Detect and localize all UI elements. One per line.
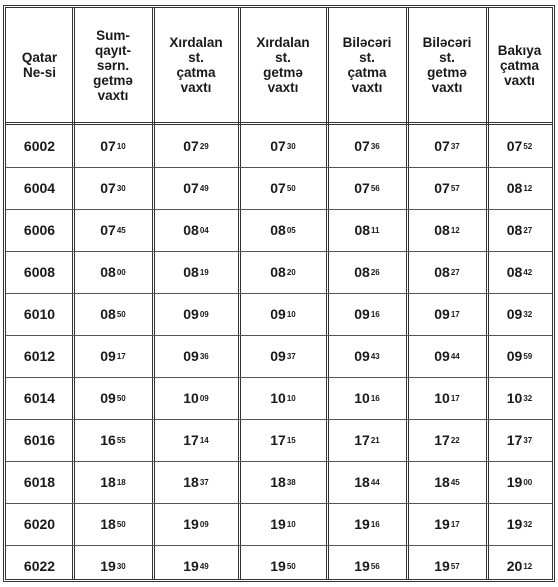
time-cell — [153, 209, 239, 251]
header-cell: Xırdalan st. çatma vaxtı — [169, 35, 223, 95]
time-minute: 29 — [199, 141, 209, 151]
time-hour: 07 — [270, 180, 286, 196]
time-hour: 19 — [506, 474, 523, 490]
header-cell: Biləcəri st. çatma vaxtı — [342, 35, 392, 95]
time-cell — [407, 461, 487, 503]
time-minute: 49 — [199, 561, 209, 571]
time-minute: 37 — [286, 351, 296, 361]
time-cell — [407, 377, 487, 419]
time-cell — [153, 125, 239, 167]
time-cell — [153, 377, 239, 419]
time-hour: 09 — [506, 348, 523, 364]
time-cell — [327, 167, 407, 209]
time-hour: 17 — [354, 432, 370, 448]
time-cell — [153, 293, 239, 335]
time-hour: 08 — [183, 222, 199, 238]
time-hour: 18 — [354, 474, 370, 490]
time-minute: 00 — [116, 267, 126, 277]
train-number: 6018 — [23, 474, 56, 490]
time-minute: 00 — [523, 477, 533, 487]
time-hour: 07 — [100, 138, 116, 154]
time-cell — [73, 545, 153, 587]
time-minute: 12 — [523, 561, 533, 571]
time-cell — [239, 335, 327, 377]
time-hour: 07 — [354, 180, 370, 196]
time-hour: 08 — [270, 222, 286, 238]
time-hour: 10 — [354, 390, 370, 406]
time-hour: 07 — [100, 180, 116, 196]
time-hour: 09 — [354, 348, 370, 364]
time-minute: 43 — [370, 351, 380, 361]
time-minute: 10 — [116, 141, 126, 151]
time-minute: 50 — [116, 393, 126, 403]
time-minute: 44 — [450, 351, 460, 361]
time-cell — [73, 461, 153, 503]
time-hour: 20 — [506, 558, 523, 574]
time-minute: 37 — [523, 435, 533, 445]
time-hour: 18 — [100, 516, 116, 532]
time-minute: 30 — [286, 141, 296, 151]
time-hour: 19 — [354, 558, 370, 574]
time-hour: 07 — [270, 138, 286, 154]
time-cell — [73, 293, 153, 335]
time-hour: 10 — [506, 390, 523, 406]
time-hour: 18 — [270, 474, 286, 490]
time-hour: 08 — [354, 222, 371, 238]
time-minute: 10 — [286, 393, 296, 403]
time-minute: 17 — [450, 519, 460, 529]
time-cell — [239, 419, 327, 461]
time-cell — [73, 419, 153, 461]
time-cell — [153, 545, 239, 587]
time-hour: 19 — [270, 558, 286, 574]
time-cell — [407, 419, 487, 461]
time-hour: 07 — [100, 222, 116, 238]
time-minute: 37 — [199, 477, 209, 487]
time-minute: 36 — [370, 141, 380, 151]
time-minute: 17 — [116, 351, 126, 361]
time-cell — [487, 335, 552, 377]
time-minute: 30 — [116, 183, 126, 193]
time-hour: 19 — [434, 558, 450, 574]
time-hour: 09 — [434, 348, 450, 364]
time-cell — [153, 167, 239, 209]
time-hour: 07 — [183, 138, 199, 154]
time-minute: 16 — [370, 309, 380, 319]
time-hour: 08 — [506, 264, 523, 280]
time-cell — [73, 251, 153, 293]
time-minute: 57 — [450, 183, 460, 193]
train-number: 6012 — [23, 348, 56, 364]
time-minute: 32 — [523, 519, 533, 529]
header-cell: Sum- qayıt- sərn. getmə vaxtı — [93, 27, 133, 103]
time-cell — [327, 251, 407, 293]
time-minute: 45 — [116, 225, 126, 235]
time-hour: 19 — [506, 516, 523, 532]
time-minute: 05 — [286, 225, 296, 235]
time-hour: 17 — [434, 432, 450, 448]
time-minute: 09 — [199, 519, 209, 529]
time-minute: 19 — [199, 267, 209, 277]
time-cell — [153, 419, 239, 461]
train-number: 6016 — [23, 432, 56, 448]
time-minute: 20 — [286, 267, 296, 277]
time-minute: 44 — [370, 477, 380, 487]
time-minute: 21 — [370, 435, 380, 445]
time-hour: 07 — [506, 138, 523, 154]
timetable — [3, 5, 555, 582]
time-hour: 08 — [100, 306, 116, 322]
time-cell — [73, 335, 153, 377]
time-cell — [73, 377, 153, 419]
time-cell — [239, 461, 327, 503]
time-cell — [487, 377, 552, 419]
time-minute: 36 — [199, 351, 209, 361]
time-cell — [327, 335, 407, 377]
time-cell — [73, 209, 153, 251]
time-hour: 19 — [183, 516, 199, 532]
time-hour: 07 — [183, 180, 199, 196]
time-cell — [153, 251, 239, 293]
time-minute: 27 — [450, 267, 460, 277]
time-hour: 08 — [506, 222, 523, 238]
time-cell — [487, 503, 552, 545]
time-minute: 15 — [286, 435, 296, 445]
time-cell — [327, 125, 407, 167]
time-minute: 16 — [370, 519, 380, 529]
time-hour: 09 — [100, 348, 116, 364]
time-cell — [73, 503, 153, 545]
time-hour: 08 — [354, 264, 370, 280]
time-minute: 37 — [450, 141, 460, 151]
time-minute: 55 — [116, 435, 126, 445]
time-hour: 18 — [183, 474, 199, 490]
time-cell — [153, 335, 239, 377]
time-minute: 10 — [286, 309, 296, 319]
time-cell — [407, 251, 487, 293]
time-hour: 08 — [270, 264, 286, 280]
header-cell: Qatar Ne-si — [21, 50, 58, 80]
time-minute: 50 — [116, 519, 126, 529]
time-minute: 42 — [523, 267, 533, 277]
time-cell — [487, 545, 552, 587]
time-cell — [407, 293, 487, 335]
time-cell — [327, 461, 407, 503]
time-hour: 10 — [270, 390, 286, 406]
time-hour: 19 — [270, 516, 286, 532]
time-cell — [407, 209, 487, 251]
time-minute: 16 — [370, 393, 380, 403]
time-minute: 04 — [199, 225, 209, 235]
time-hour: 07 — [434, 180, 450, 196]
time-hour: 09 — [354, 306, 370, 322]
time-cell — [327, 419, 407, 461]
time-cell — [239, 209, 327, 251]
time-cell — [239, 545, 327, 587]
time-minute: 10 — [286, 519, 296, 529]
train-number: 6022 — [23, 558, 56, 574]
train-number: 6002 — [23, 138, 56, 154]
time-cell — [153, 461, 239, 503]
time-minute: 49 — [199, 183, 209, 193]
header-cell: Xırdalan st. getmə vaxtı — [256, 35, 310, 95]
time-hour: 09 — [183, 348, 199, 364]
time-cell — [239, 293, 327, 335]
time-minute: 45 — [450, 477, 460, 487]
time-minute: 26 — [370, 267, 380, 277]
time-minute: 18 — [116, 477, 126, 487]
time-minute: 22 — [450, 435, 460, 445]
train-number: 6014 — [23, 390, 56, 406]
time-minute: 11 — [371, 225, 380, 235]
time-hour: 09 — [100, 390, 116, 406]
time-minute: 50 — [286, 561, 296, 571]
time-minute: 59 — [523, 351, 533, 361]
time-hour: 18 — [100, 474, 116, 490]
time-minute: 12 — [450, 225, 460, 235]
time-cell — [73, 125, 153, 167]
time-hour: 08 — [434, 222, 450, 238]
time-cell — [239, 377, 327, 419]
time-minute: 27 — [523, 225, 533, 235]
time-minute: 17 — [450, 309, 460, 319]
time-cell — [487, 167, 552, 209]
time-hour: 19 — [354, 516, 370, 532]
train-number: 6020 — [23, 516, 56, 532]
time-hour: 10 — [183, 390, 199, 406]
time-hour: 09 — [183, 306, 199, 322]
time-cell — [239, 503, 327, 545]
time-hour: 17 — [270, 432, 286, 448]
time-minute: 38 — [286, 477, 296, 487]
time-cell — [407, 125, 487, 167]
time-hour: 10 — [434, 390, 450, 406]
time-cell — [327, 377, 407, 419]
time-hour: 19 — [434, 516, 450, 532]
time-cell — [407, 167, 487, 209]
time-cell — [487, 209, 552, 251]
time-minute: 56 — [370, 561, 380, 571]
time-hour: 09 — [506, 306, 523, 322]
time-cell — [239, 167, 327, 209]
time-minute: 17 — [450, 393, 460, 403]
time-cell — [239, 251, 327, 293]
time-cell — [327, 293, 407, 335]
time-hour: 07 — [434, 138, 450, 154]
time-cell — [487, 125, 552, 167]
time-minute: 50 — [116, 309, 126, 319]
time-hour: 08 — [100, 264, 116, 280]
time-cell — [407, 545, 487, 587]
time-cell — [239, 125, 327, 167]
time-hour: 07 — [354, 138, 370, 154]
time-minute: 09 — [199, 393, 209, 403]
time-hour: 08 — [434, 264, 450, 280]
time-hour: 09 — [434, 306, 450, 322]
train-number: 6010 — [23, 306, 56, 322]
header-cell: Bakıya çatma vaxtı — [497, 42, 542, 88]
train-number: 6006 — [23, 222, 56, 238]
time-minute: 52 — [523, 141, 533, 151]
time-cell — [487, 251, 552, 293]
time-minute: 32 — [523, 309, 533, 319]
time-hour: 19 — [183, 558, 199, 574]
time-hour: 17 — [183, 432, 199, 448]
time-cell — [73, 167, 153, 209]
train-number: 6004 — [23, 180, 56, 196]
time-hour: 09 — [270, 348, 286, 364]
time-hour: 08 — [183, 264, 199, 280]
time-cell — [487, 419, 552, 461]
time-hour: 09 — [270, 306, 286, 322]
time-cell — [327, 209, 407, 251]
time-minute: 32 — [523, 393, 533, 403]
time-hour: 19 — [100, 558, 116, 574]
time-cell — [407, 503, 487, 545]
time-cell — [327, 503, 407, 545]
train-number: 6008 — [23, 264, 56, 280]
time-hour: 16 — [100, 432, 116, 448]
time-minute: 56 — [370, 183, 380, 193]
time-minute: 30 — [116, 561, 126, 571]
time-hour: 18 — [434, 474, 450, 490]
time-cell — [327, 545, 407, 587]
time-minute: 57 — [450, 561, 460, 571]
time-minute: 09 — [199, 309, 209, 319]
time-hour: 17 — [506, 432, 523, 448]
time-cell — [407, 335, 487, 377]
time-hour: 08 — [506, 180, 523, 196]
time-cell — [487, 293, 552, 335]
header-cell: Biləcəri st. getmə vaxtı — [422, 35, 472, 95]
time-minute: 50 — [286, 183, 296, 193]
time-cell — [153, 503, 239, 545]
time-minute: 14 — [199, 435, 209, 445]
time-cell — [487, 461, 552, 503]
time-minute: 12 — [523, 183, 533, 193]
